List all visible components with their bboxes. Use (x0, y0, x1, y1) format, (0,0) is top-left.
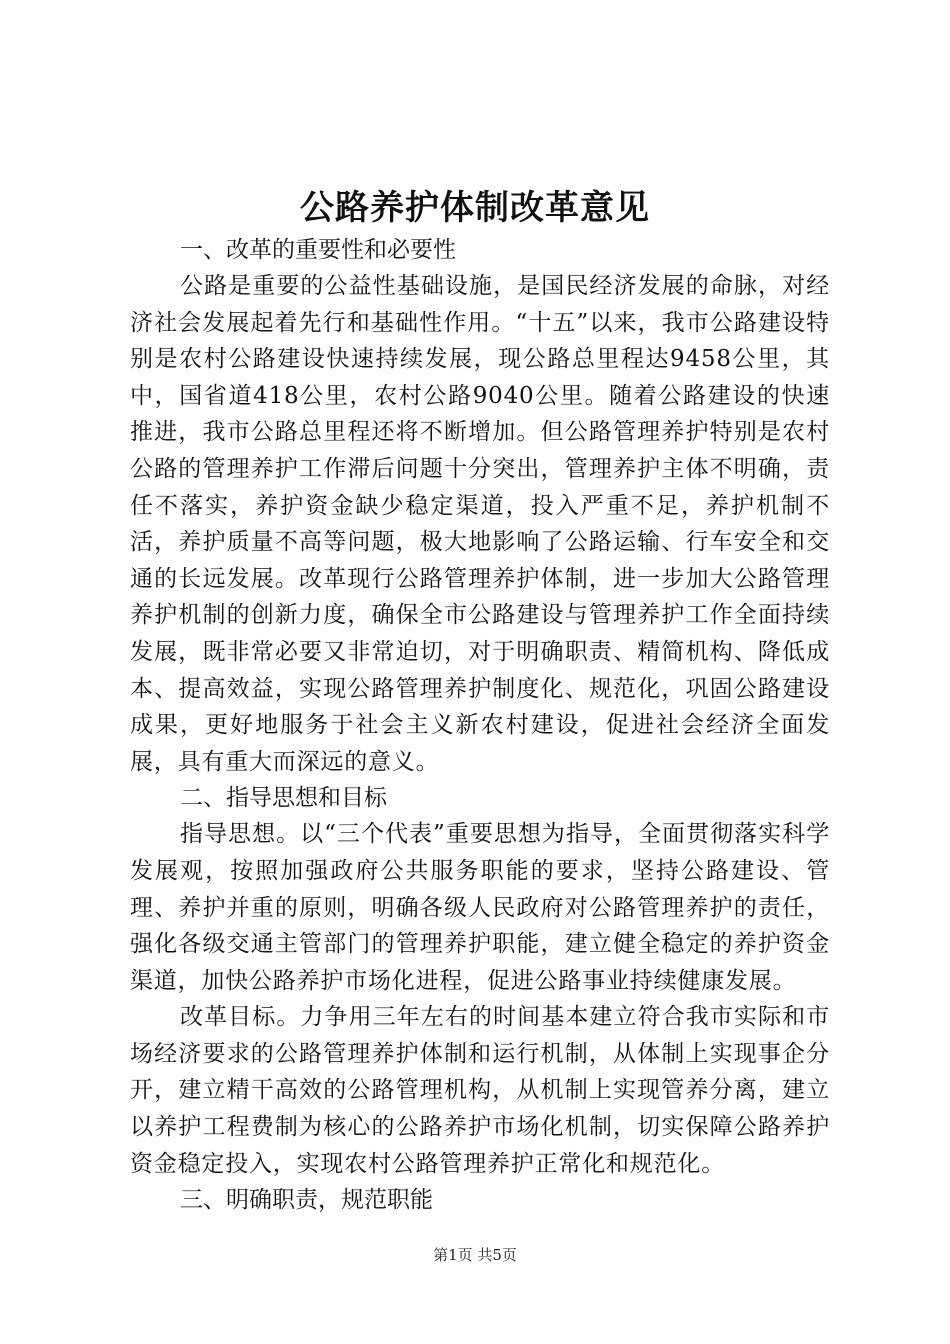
section-heading-3: 三、明确职责，规范职能 (180, 1187, 433, 1214)
section-2-paragraph-2: 改革目标。力争用三年左右的时间基本建立符合我市实际和市场经济要求的公路管理养护体制和运行机制，从体制上实现事企分开，建立精干高效的公路管理机构，从机制上实现管养分离，建立以养护工程费制为核心的公路养护市场化机制，切实保障公路养护资金稳定投入，实现农村公路管理养护正常化和规范化。 (130, 1004, 830, 1177)
section-heading-1: 一、改革的重要性和必要性 (180, 237, 456, 263)
section-1-paragraph-1: 公路是重要的公益性基础设施，是国民经济发展的命脉，对经济社会发展起着先行和基础性作用。“十五”以来，我市公路建设特别是农村公路建设快速持续发展，现公路总里程达9458公里，其中，国省道418公里，农村公路9040公里。随着公路建设的快速推进，我市公路总里程还将不断增加。但公路管理养护特别是农村公路的管理养护工作滞后问题十分突出，管理养护主体不明确，责任不落实，养护资金缺少稳定渠道，投入严重不足，养护机制不活，养护质量不高等问题，极大地影响了公路运输、行车安全和交通的长远发展。改革现行公路管理养护体制，进一步加大公路管理养护机制的创新力度，确保全市公路建设与管理养护工作全面持续发展，既非常必要又非常迫切，对于明确职责、精简机构、降低成本、提高效益，实现公路管理养护制度化、规范化，巩固公路建设成果，更好地服务于社会主义新农村建设，促进社会经济全面发展，具有重大而深远的意义。 (130, 273, 830, 775)
section-2-paragraph-1: 指导思想。以“三个代表”重要思想为指导，全面贯彻落实科学发展观，按照加强政府公共服务职能的要求，坚持公路建设、管理、养护并重的原则，明确各级人民政府对公路管理养护的责任，强化各级交通主管部门的管理养护职能，建立健全稳定的养护资金渠道，加快公路养护市场化进程，促进公路事业持续健康发展。 (130, 821, 830, 994)
section-heading-2: 二、指导思想和目标 (180, 785, 387, 812)
document-body (130, 232, 830, 1218)
document-title: 公路养护体制改革意见 (300, 188, 650, 228)
page-footer: 第1页 共5页 (433, 1246, 517, 1264)
